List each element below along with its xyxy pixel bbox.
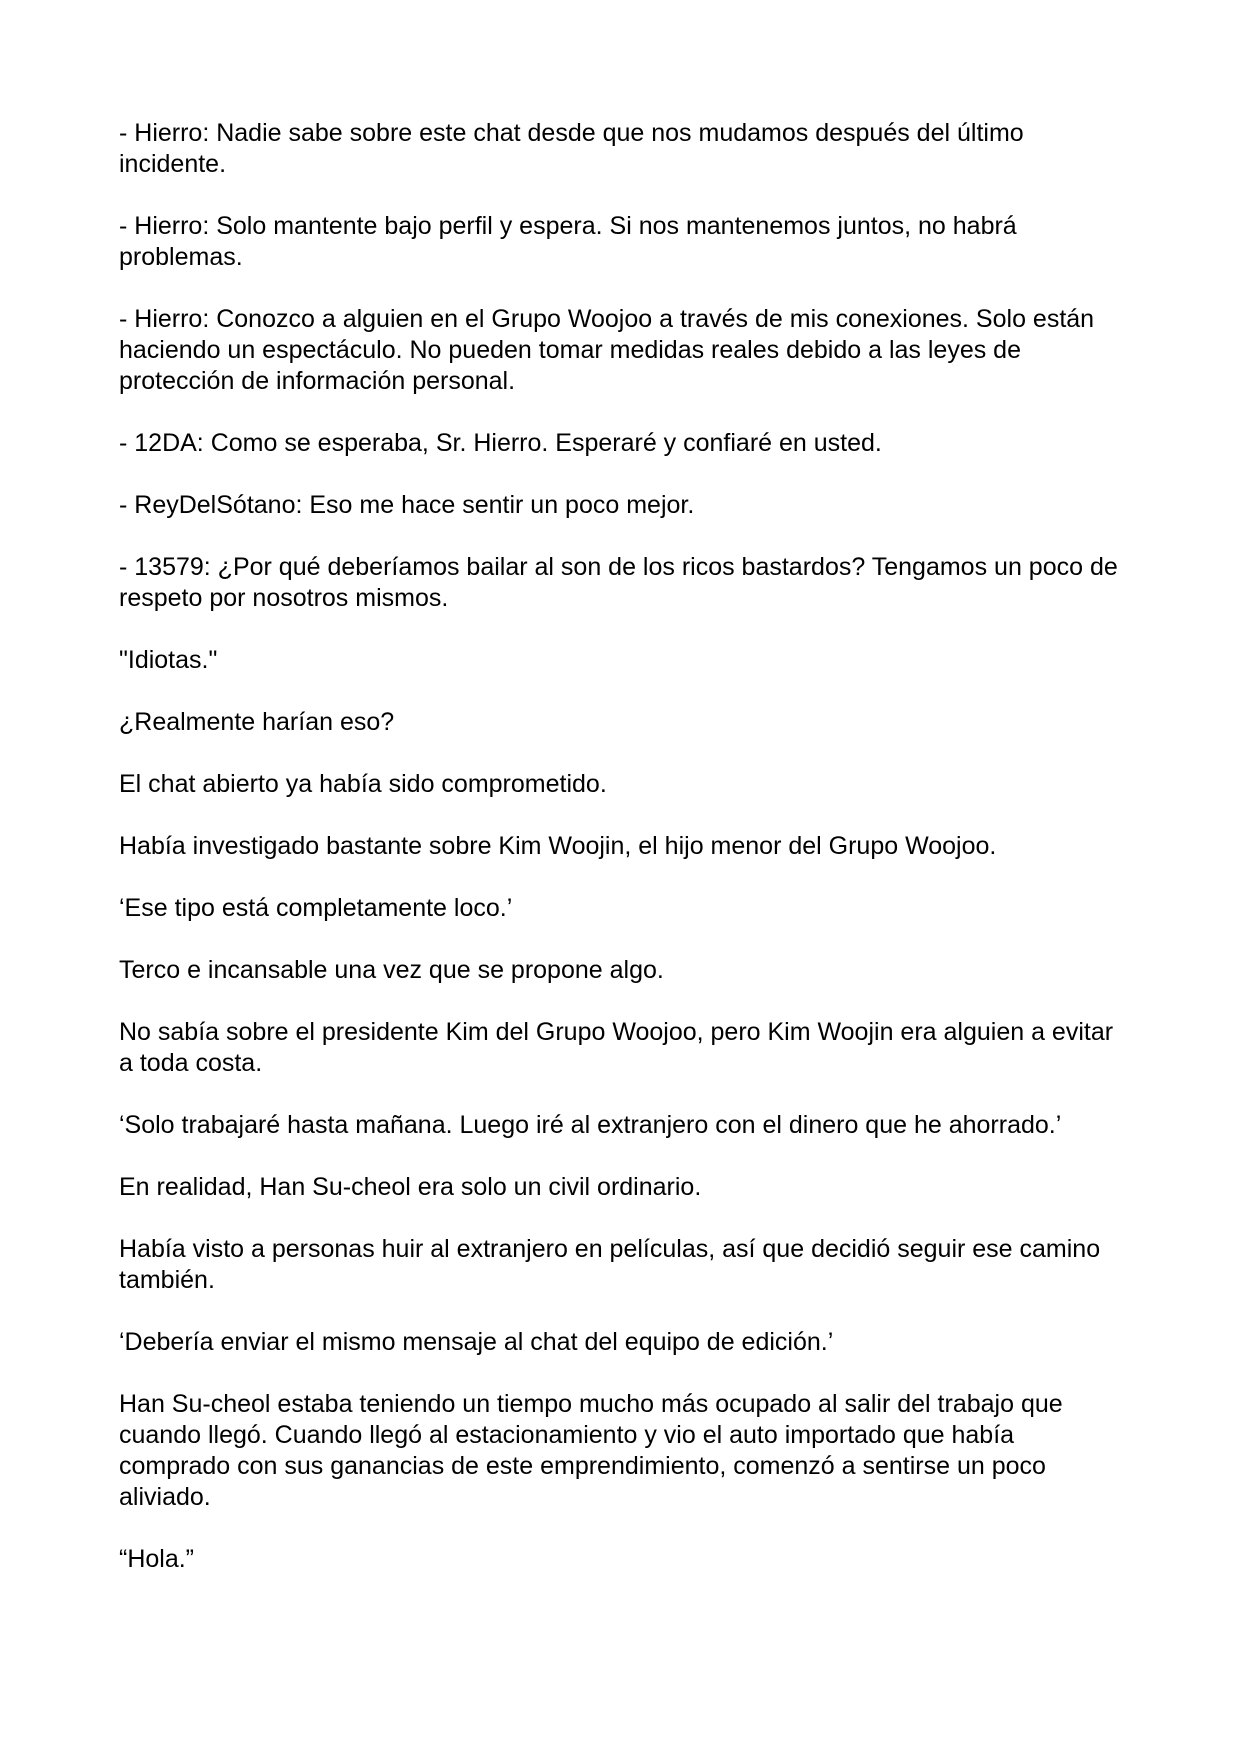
- paragraph: ¿Realmente harían eso?: [119, 708, 395, 736]
- paragraph-chat-hierro-3: - Hierro: Conozco a alguien en el Grupo Woojoo a través de mis conexiones. Solo están haciendo un espectáculo. No pueden tomar medidas reales debido a las leyes de protección de información personal.: [119, 305, 1095, 395]
- document-body: [119, 118, 1119, 1575]
- paragraph-dialogue: “Hola.”: [119, 1545, 195, 1573]
- paragraph-chat-12da: - 12DA: Como se esperaba, Sr. Hierro. Esperaré y confiaré en usted.: [119, 429, 882, 457]
- paragraph-chat-hierro-2: - Hierro: Solo mantente bajo perfil y espera. Si nos mantenemos juntos, no habrá problemas.: [119, 212, 1017, 271]
- paragraph: Han Su-cheol estaba teniendo un tiempo mucho más ocupado al salir del trabajo que cuando llegó. Cuando llegó al estacionamiento y vio el auto importado que había comprado con sus ganancias de este emprendimiento, comenzó a sentirse un poco aliviado.: [119, 1390, 1063, 1511]
- paragraph-dialogue: "Idiotas.": [119, 646, 218, 674]
- paragraph-chat-hierro-1: - Hierro: Nadie sabe sobre este chat desde que nos mudamos después del último incidente.: [119, 119, 1024, 178]
- paragraph-thought: ‘Solo trabajaré hasta mañana. Luego iré al extranjero con el dinero que he ahorrado.’: [119, 1111, 1062, 1139]
- paragraph: Terco e incansable una vez que se propone algo.: [119, 956, 664, 984]
- paragraph: No sabía sobre el presidente Kim del Grupo Woojoo, pero Kim Woojin era alguien a evitar a toda costa.: [119, 1018, 1114, 1077]
- paragraph-chat-13579: - 13579: ¿Por qué deberíamos bailar al son de los ricos bastardos? Tengamos un poco de respeto por nosotros mismos.: [119, 553, 1118, 612]
- paragraph: Había visto a personas huir al extranjero en películas, así que decidió seguir ese camino también.: [119, 1235, 1101, 1294]
- paragraph-thought: ‘Debería enviar el mismo mensaje al chat del equipo de edición.’: [119, 1328, 834, 1356]
- paragraph: El chat abierto ya había sido comprometido.: [119, 770, 607, 798]
- paragraph-chat-reydelsotano: - ReyDelSótano: Eso me hace sentir un poco mejor.: [119, 491, 695, 519]
- paragraph: En realidad, Han Su-cheol era solo un civil ordinario.: [119, 1173, 702, 1201]
- paragraph-thought: ‘Ese tipo está completamente loco.’: [119, 894, 513, 922]
- paragraph: Había investigado bastante sobre Kim Woojin, el hijo menor del Grupo Woojoo.: [119, 832, 997, 860]
